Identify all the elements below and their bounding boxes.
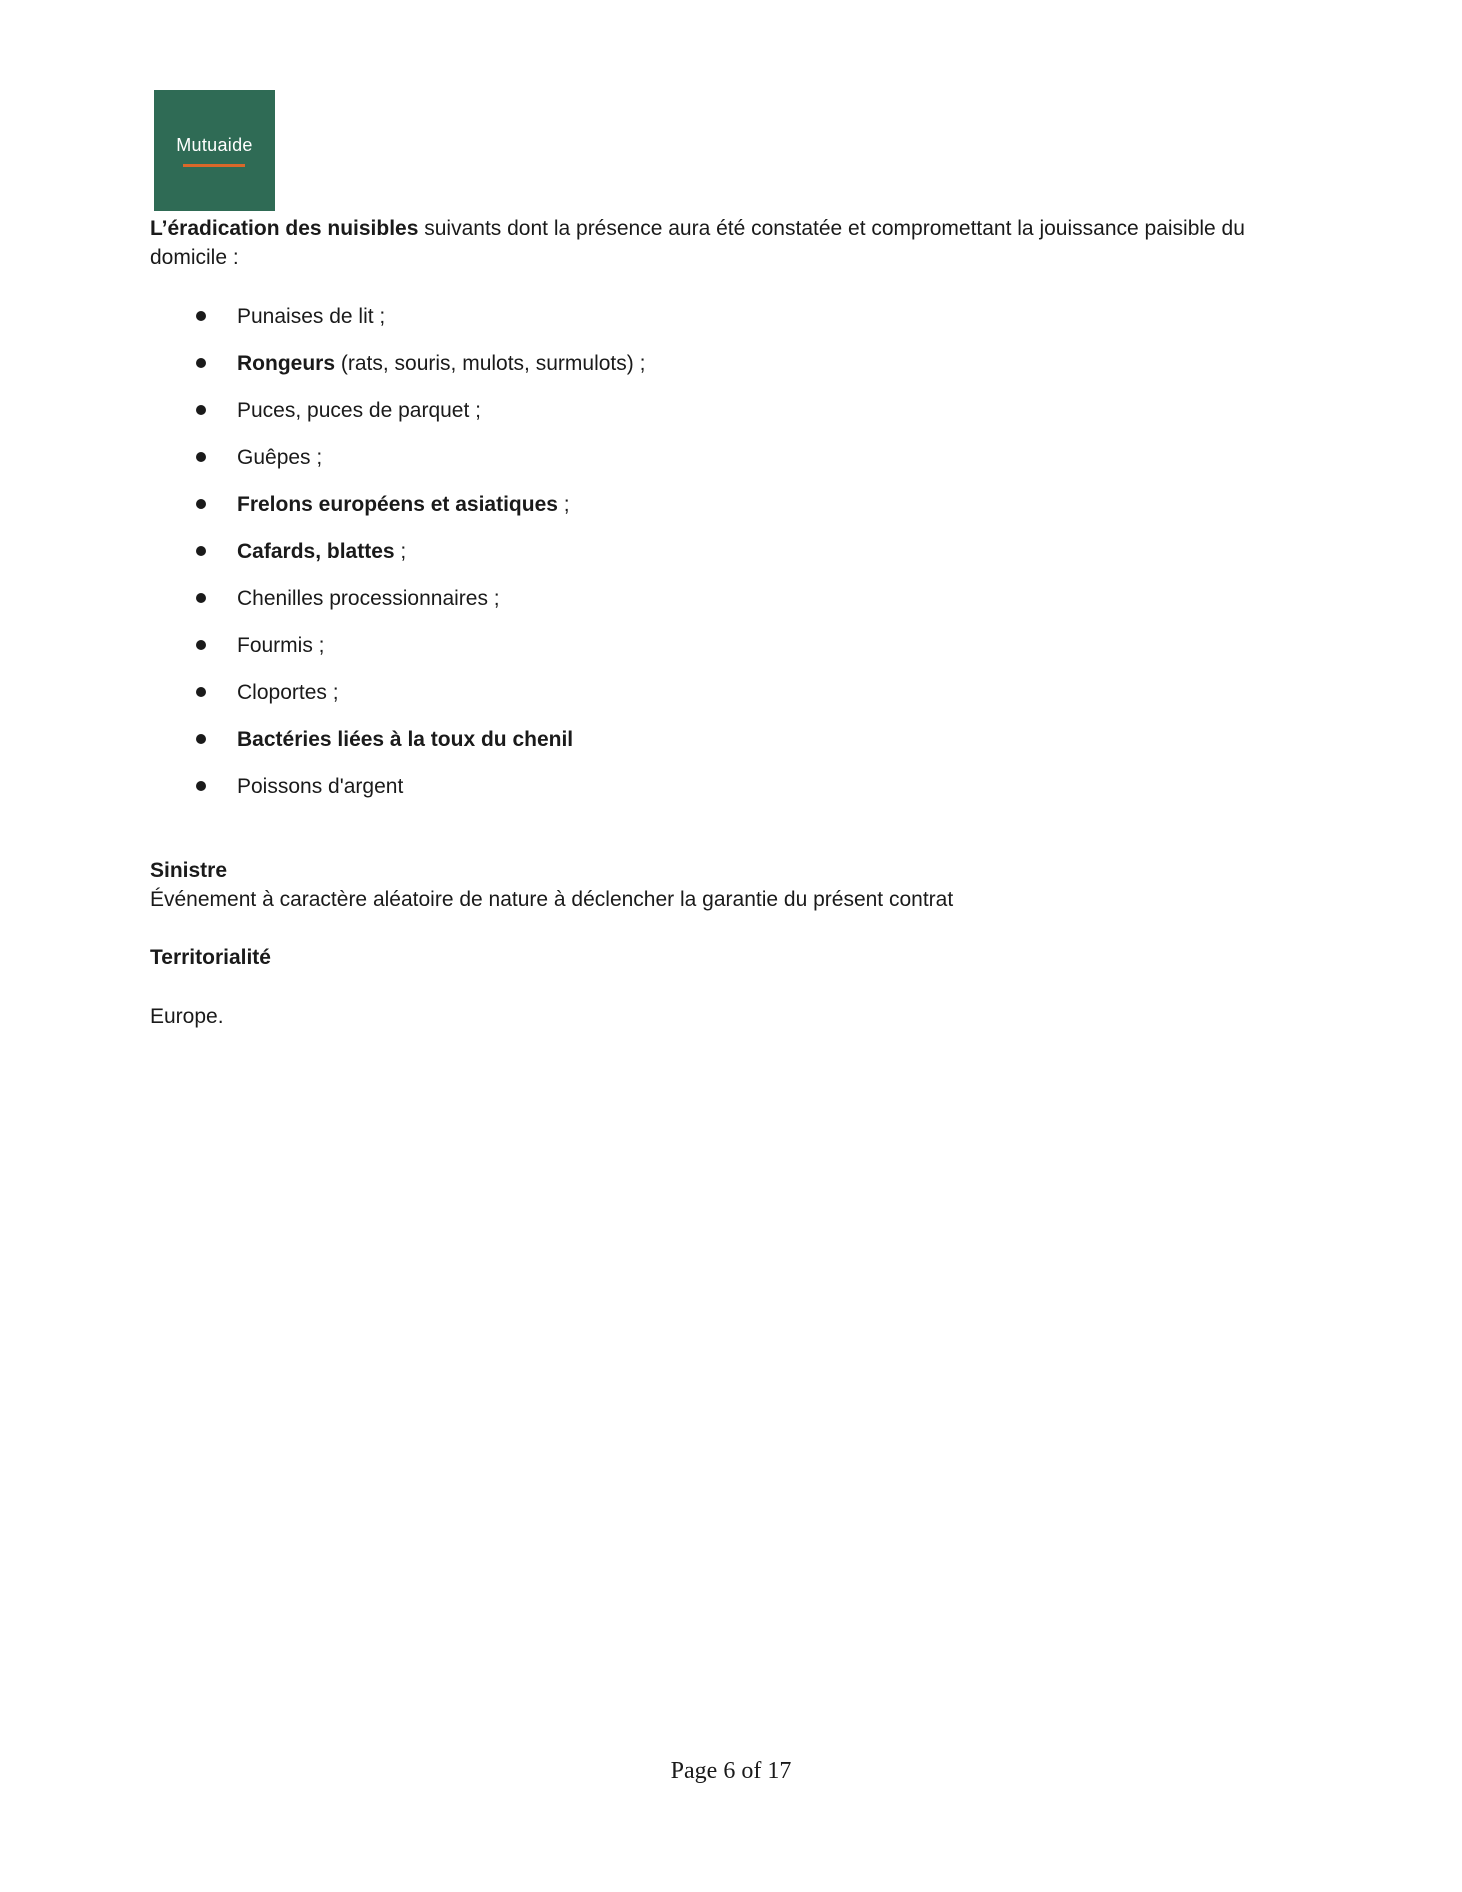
mutuaide-logo xyxy=(154,90,275,211)
intro-rest: suivants dont la présence aura été constatée et compromettant la jouissance paisible du domicile : xyxy=(150,217,1245,269)
bullet-icon xyxy=(196,546,206,556)
list-item-text: ; xyxy=(557,493,570,516)
bullet-icon xyxy=(196,781,206,791)
territorialite-section xyxy=(150,943,1300,1031)
territorialite-title: Territorialité xyxy=(150,946,271,969)
list-item xyxy=(150,631,1300,678)
bullet-icon xyxy=(196,687,206,697)
bullet-icon xyxy=(196,593,206,603)
list-item xyxy=(150,443,1300,490)
list-item-text: (rats, souris, mulots, surmulots) ; xyxy=(335,352,646,375)
bullet-icon xyxy=(196,405,206,415)
list-item xyxy=(150,537,1300,584)
list-item xyxy=(150,678,1300,725)
bullet-icon xyxy=(196,311,206,321)
bullet-icon xyxy=(196,358,206,368)
bullet-icon xyxy=(196,499,206,509)
list-item-text: Poissons d'argent xyxy=(237,775,404,798)
list-item-text: ; xyxy=(394,540,407,563)
territorialite-text: Europe. xyxy=(150,1005,224,1028)
bullet-icon xyxy=(196,734,206,744)
logo-text: Mutuaide xyxy=(176,135,253,155)
list-item-text: Guêpes ; xyxy=(237,446,323,469)
sinistre-section xyxy=(150,856,1300,914)
document-body xyxy=(150,214,1300,1031)
list-item xyxy=(150,584,1300,631)
list-item xyxy=(150,302,1300,349)
list-item xyxy=(150,396,1300,443)
bullet-icon xyxy=(196,640,206,650)
intro-bold: L’éradication des nuisibles xyxy=(150,217,419,240)
list-item-text: Punaises de lit ; xyxy=(237,305,386,328)
list-item-bold: Frelons européens et asiatiques xyxy=(237,493,558,516)
list-item xyxy=(150,772,1300,819)
bullet-icon xyxy=(196,452,206,462)
list-item-text: Puces, puces de parquet ; xyxy=(237,399,481,422)
list-item-bold: Rongeurs xyxy=(237,352,336,375)
list-item-text: Fourmis ; xyxy=(237,634,325,657)
pests-list xyxy=(150,302,1300,819)
intro-paragraph xyxy=(150,214,1300,272)
list-item-text: Cloportes ; xyxy=(237,681,339,704)
sinistre-title: Sinistre xyxy=(150,859,228,882)
list-item-bold: Cafards, blattes xyxy=(237,540,395,563)
list-item-text: Chenilles processionnaires ; xyxy=(237,587,500,610)
page-number: Page 6 of 17 xyxy=(670,1758,792,1784)
list-item xyxy=(150,725,1300,772)
list-item xyxy=(150,490,1300,537)
list-item xyxy=(150,349,1300,396)
logo-underline xyxy=(183,164,245,167)
list-item-bold: Bactéries liées à la toux du chenil xyxy=(237,728,574,751)
sinistre-text: Événement à caractère aléatoire de nature à déclencher la garantie du présent contrat xyxy=(150,888,954,911)
